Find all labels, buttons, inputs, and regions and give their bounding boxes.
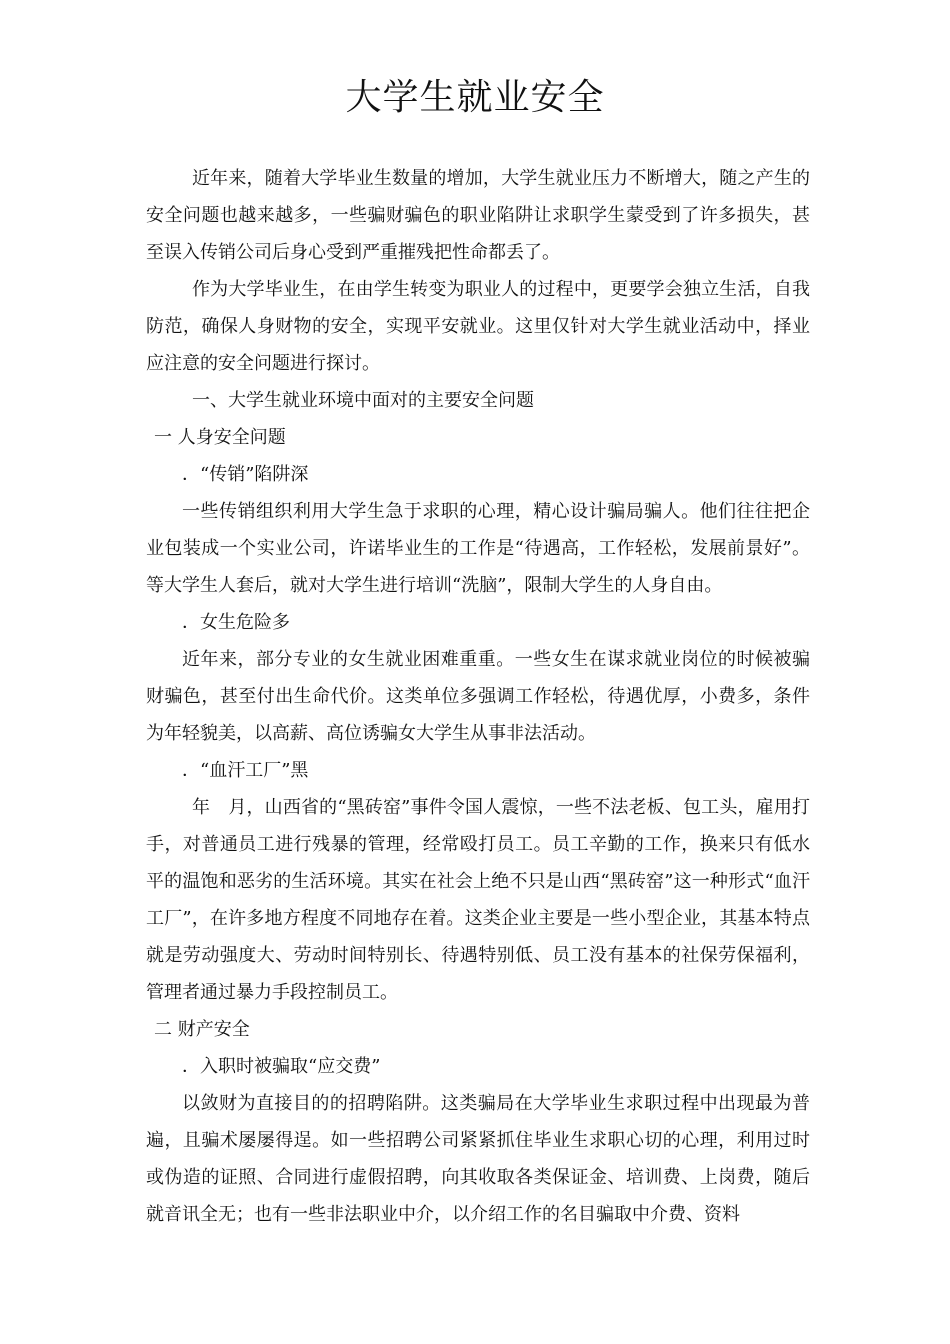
- subheading-fees-scam: ．入职时被骗取“应交费”: [182, 1056, 381, 1077]
- paragraph-graduates: 作为大学毕业生，在由学生转变为职业人的过程中，更要学会独立生活，自我防范，确保人身财物的安全，实现平安就业。这里仅针对大学生就业活动中，择业应注意的安全问题进行探讨。: [146, 279, 810, 374]
- section-heading-main-issues: 一、大学生就业环境中面对的主要安全问题: [192, 390, 534, 411]
- subheading-sweatshop: ．“血汗工厂”黑: [182, 760, 309, 781]
- subheading-female-risk: ．女生危险多: [182, 612, 290, 633]
- section-heading-personal-safety: 一 人身安全问题: [154, 427, 286, 448]
- paragraph-pyramid-scheme: 一些传销组织利用大学生急于求职的心理，精心设计骗局骗人。他们往往把企业包装成一个实业公司，许诺毕业生的工作是“待遇高，工作轻松，发展前景好”。等大学生人套后，就对大学生进行培训“洗脑”，限制大学生的人身自由。: [146, 501, 810, 596]
- document-body: [146, 160, 810, 1233]
- paragraph-fees-scam: 以敛财为直接目的的招聘陷阱。这类骗局在大学毕业生求职过程中出现最为普遍，且骗术屡屡得逞。如一些招聘公司紧紧抓住毕业生求职心切的心理，利用过时或伪造的证照、合同进行虚假招聘，向其收取各类保证金、培训费、上岗费，随后就音讯全无；也有一些非法职业中介，以介绍工作的名目骗取中介费、资料: [146, 1093, 810, 1225]
- section-heading-property-safety: 二 财产安全: [154, 1019, 250, 1040]
- document-title: 大学生就业安全: [345, 77, 605, 118]
- paragraph-sweatshop: 年 月，山西省的“黑砖窑”事件令国人震惊，一些不法老板、包工头，雇用打手，对普通员工进行残暴的管理，经常殴打员工。员工辛勤的工作，换来只有低水平的温饱和恶劣的生活环境。其实在社会上绝不只是山西“黑砖窑”这一种形式“血汗工厂”，在许多地方程度不同地存在着。这类企业主要是一些小型企业，其基本特点就是劳动强度大、劳动时间特别长、待遇特别低、员工没有基本的社保劳保福利，管理者通过暴力手段控制员工。: [146, 797, 810, 1003]
- subheading-pyramid-scheme: ．“传销”陷阱深: [182, 464, 309, 485]
- paragraph-intro: 近年来，随着大学毕业生数量的增加，大学生就业压力不断增大，随之产生的安全问题也越来越多，一些骗财骗色的职业陷阱让求职学生蒙受到了许多损失，甚至误入传销公司后身心受到严重摧残把性命都丢了。: [146, 168, 810, 263]
- paragraph-female-risk: 近年来，部分专业的女生就业困难重重。一些女生在谋求就业岗位的时候被骗财骗色，甚至付出生命代价。这类单位多强调工作轻松，待遇优厚，小费多，条件为年轻貌美，以高薪、高位诱骗女大学生从事非法活动。: [146, 649, 810, 744]
